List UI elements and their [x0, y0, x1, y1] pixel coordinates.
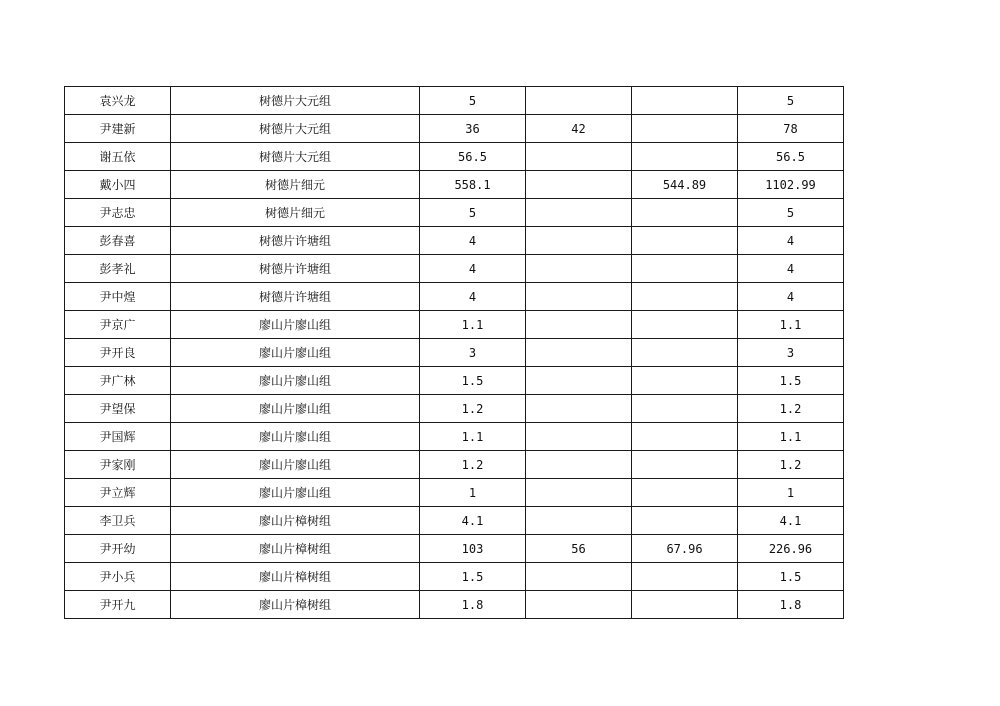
- cell-total: 226.96: [738, 535, 844, 563]
- cell-total: 1.5: [738, 563, 844, 591]
- table-row: [65, 367, 844, 395]
- cell-value-1: 1: [420, 479, 526, 507]
- table-row: [65, 423, 844, 451]
- cell-name: 李卫兵: [65, 507, 171, 535]
- cell-name: 袁兴龙: [65, 87, 171, 115]
- cell-group: 树德片大元组: [171, 115, 420, 143]
- cell-group: 廖山片廖山组: [171, 423, 420, 451]
- cell-value-2: [526, 563, 632, 591]
- table-row: [65, 395, 844, 423]
- table-row: [65, 339, 844, 367]
- data-table: [64, 86, 844, 619]
- cell-total: 4.1: [738, 507, 844, 535]
- cell-value-2: [526, 283, 632, 311]
- cell-total: 1: [738, 479, 844, 507]
- cell-group: 廖山片樟树组: [171, 535, 420, 563]
- cell-value-2: [526, 199, 632, 227]
- cell-name: 尹广林: [65, 367, 171, 395]
- cell-group: 树德片大元组: [171, 87, 420, 115]
- cell-value-2: 42: [526, 115, 632, 143]
- table-row: [65, 171, 844, 199]
- cell-total: 1.2: [738, 451, 844, 479]
- cell-value-2: [526, 367, 632, 395]
- table-body: [65, 87, 844, 619]
- cell-value-1: 1.1: [420, 423, 526, 451]
- cell-group: 树德片许塘组: [171, 227, 420, 255]
- cell-value-1: 1.2: [420, 451, 526, 479]
- cell-total: 56.5: [738, 143, 844, 171]
- cell-value-3: [632, 591, 738, 619]
- cell-value-1: 1.1: [420, 311, 526, 339]
- cell-value-2: [526, 395, 632, 423]
- cell-value-3: [632, 227, 738, 255]
- cell-value-2: [526, 591, 632, 619]
- cell-value-1: 4: [420, 255, 526, 283]
- table-row: [65, 311, 844, 339]
- cell-total: 1.1: [738, 423, 844, 451]
- table-row: [65, 507, 844, 535]
- cell-name: 尹开良: [65, 339, 171, 367]
- cell-group: 廖山片廖山组: [171, 311, 420, 339]
- table-row: [65, 591, 844, 619]
- cell-value-1: 4: [420, 283, 526, 311]
- cell-group: 树德片细元: [171, 171, 420, 199]
- cell-value-1: 56.5: [420, 143, 526, 171]
- cell-value-3: [632, 451, 738, 479]
- cell-name: 尹中煌: [65, 283, 171, 311]
- cell-value-3: [632, 115, 738, 143]
- table-row: [65, 283, 844, 311]
- cell-total: 1.2: [738, 395, 844, 423]
- cell-name: 戴小四: [65, 171, 171, 199]
- cell-value-2: [526, 87, 632, 115]
- table-row: [65, 535, 844, 563]
- cell-value-1: 36: [420, 115, 526, 143]
- cell-total: 1.5: [738, 367, 844, 395]
- cell-group: 廖山片廖山组: [171, 367, 420, 395]
- table-row: [65, 199, 844, 227]
- cell-name: 尹立辉: [65, 479, 171, 507]
- cell-value-3: [632, 367, 738, 395]
- cell-group: 廖山片廖山组: [171, 479, 420, 507]
- cell-total: 1.8: [738, 591, 844, 619]
- cell-value-1: 103: [420, 535, 526, 563]
- cell-total: 5: [738, 87, 844, 115]
- cell-value-1: 4: [420, 227, 526, 255]
- table-row: [65, 255, 844, 283]
- cell-group: 廖山片廖山组: [171, 451, 420, 479]
- cell-group: 树德片许塘组: [171, 255, 420, 283]
- cell-value-3: [632, 311, 738, 339]
- cell-total: 78: [738, 115, 844, 143]
- cell-group: 廖山片廖山组: [171, 339, 420, 367]
- cell-total: 5: [738, 199, 844, 227]
- cell-total: 1.1: [738, 311, 844, 339]
- cell-value-3: 67.96: [632, 535, 738, 563]
- table-row: [65, 87, 844, 115]
- cell-value-1: 1.5: [420, 367, 526, 395]
- cell-value-3: [632, 87, 738, 115]
- cell-value-3: [632, 283, 738, 311]
- cell-value-3: [632, 479, 738, 507]
- cell-total: 4: [738, 283, 844, 311]
- table-row: [65, 563, 844, 591]
- cell-group: 树德片细元: [171, 199, 420, 227]
- cell-value-1: 558.1: [420, 171, 526, 199]
- cell-value-1: 1.2: [420, 395, 526, 423]
- cell-value-3: [632, 339, 738, 367]
- cell-name: 尹望保: [65, 395, 171, 423]
- table-row: [65, 451, 844, 479]
- cell-value-1: 5: [420, 199, 526, 227]
- cell-value-3: [632, 255, 738, 283]
- cell-value-1: 1.5: [420, 563, 526, 591]
- cell-group: 廖山片樟树组: [171, 507, 420, 535]
- cell-value-1: 3: [420, 339, 526, 367]
- cell-name: 尹家刚: [65, 451, 171, 479]
- cell-name: 谢五依: [65, 143, 171, 171]
- cell-group: 廖山片樟树组: [171, 563, 420, 591]
- cell-name: 尹国辉: [65, 423, 171, 451]
- cell-value-2: [526, 479, 632, 507]
- cell-value-2: [526, 339, 632, 367]
- cell-group: 廖山片樟树组: [171, 591, 420, 619]
- cell-value-1: 1.8: [420, 591, 526, 619]
- cell-name: 尹开九: [65, 591, 171, 619]
- cell-name: 尹京广: [65, 311, 171, 339]
- cell-value-1: 4.1: [420, 507, 526, 535]
- cell-name: 尹小兵: [65, 563, 171, 591]
- cell-value-2: [526, 171, 632, 199]
- cell-total: 4: [738, 255, 844, 283]
- cell-total: 4: [738, 227, 844, 255]
- cell-group: 廖山片廖山组: [171, 395, 420, 423]
- cell-value-3: 544.89: [632, 171, 738, 199]
- cell-value-2: [526, 423, 632, 451]
- table-row: [65, 143, 844, 171]
- cell-name: 彭春喜: [65, 227, 171, 255]
- cell-group: 树德片大元组: [171, 143, 420, 171]
- cell-value-2: 56: [526, 535, 632, 563]
- table-row: [65, 479, 844, 507]
- cell-value-2: [526, 143, 632, 171]
- cell-name: 尹建新: [65, 115, 171, 143]
- table-row: [65, 115, 844, 143]
- cell-value-2: [526, 255, 632, 283]
- cell-total: 1102.99: [738, 171, 844, 199]
- cell-total: 3: [738, 339, 844, 367]
- cell-value-2: [526, 451, 632, 479]
- cell-name: 尹开幼: [65, 535, 171, 563]
- cell-value-1: 5: [420, 87, 526, 115]
- cell-value-3: [632, 563, 738, 591]
- cell-value-3: [632, 143, 738, 171]
- cell-value-2: [526, 507, 632, 535]
- cell-value-3: [632, 395, 738, 423]
- cell-value-3: [632, 507, 738, 535]
- table-row: [65, 227, 844, 255]
- cell-name: 彭孝礼: [65, 255, 171, 283]
- cell-value-2: [526, 311, 632, 339]
- cell-name: 尹志忠: [65, 199, 171, 227]
- cell-value-3: [632, 423, 738, 451]
- cell-value-2: [526, 227, 632, 255]
- cell-value-3: [632, 199, 738, 227]
- cell-group: 树德片许塘组: [171, 283, 420, 311]
